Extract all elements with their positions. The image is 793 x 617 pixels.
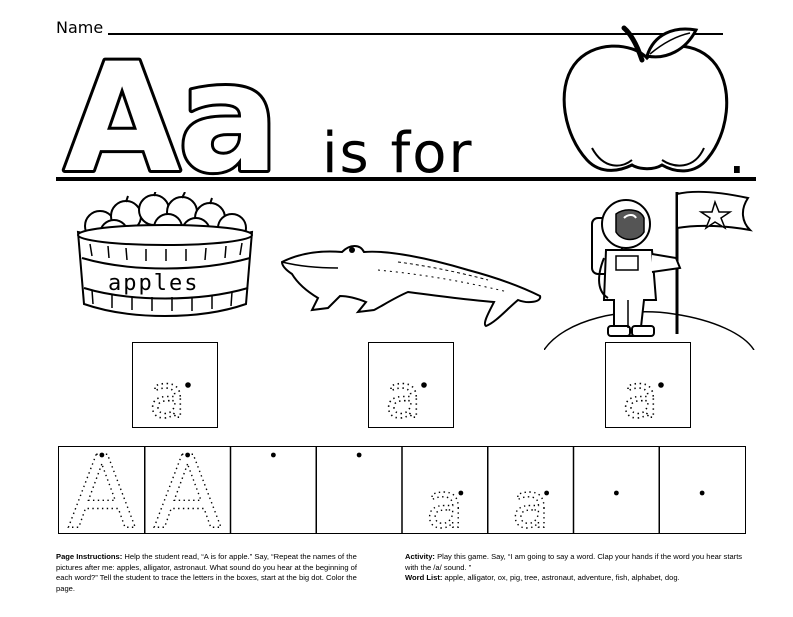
- start-dot: [271, 453, 276, 458]
- name-label: Name: [56, 18, 104, 37]
- word-list-heading: Word List:: [405, 573, 443, 583]
- start-dot: [700, 491, 705, 496]
- activity-instructions: [405, 552, 755, 584]
- start-dot: [658, 382, 664, 388]
- practice-cell[interactable]: [68, 447, 136, 533]
- practice-letter: a: [425, 469, 464, 533]
- page-instructions: [56, 552, 372, 594]
- astronaut-icon: [544, 188, 756, 350]
- word-list-text: apple, alligator, ox, pig, tree, astronaut, adventure, fish, alphabet, dog.: [442, 573, 680, 583]
- apple-basket-icon: [70, 192, 260, 322]
- apple-icon: [562, 20, 732, 180]
- trace-box-astronaut[interactable]: [605, 342, 691, 428]
- activity-text: Play this game. Say, “I am going to say a word. Clap your hands if the word you hear starts with the /a/ sound. ”: [405, 552, 743, 572]
- practice-letter: A: [67, 447, 137, 533]
- trace-letter-a: [606, 343, 690, 427]
- start-dot: [421, 382, 427, 388]
- page-instructions-heading: Page Instructions:: [56, 552, 123, 561]
- trace-letter: a: [385, 362, 422, 427]
- practice-cell[interactable]: [402, 447, 464, 533]
- trace-letter-a: [369, 343, 453, 427]
- practice-letter: A: [153, 447, 222, 533]
- page-instructions-text: Help the student read, “A is for apple.” Say, “Repeat the names of the pictures after me: apples, alligator, astronaut. What sound do you hear at the beginning of each word?” Tell the student to trace the letters in the boxes, start at the big dot. Color the page.: [56, 552, 357, 593]
- apples-label: apples: [108, 271, 200, 296]
- practice-letter: a: [511, 469, 550, 533]
- alligator-icon: [278, 240, 550, 334]
- practice-cell[interactable]: [574, 447, 619, 533]
- title-period: .: [728, 122, 746, 187]
- practice-cell[interactable]: [145, 447, 222, 533]
- activity-heading: Activity:: [405, 552, 435, 561]
- big-upper-letter: A: [64, 48, 181, 178]
- practice-cells: [59, 447, 745, 533]
- title-phrase: is for: [322, 121, 474, 186]
- trace-letter: a: [622, 362, 659, 427]
- big-letter-title: [60, 48, 280, 178]
- start-dot: [357, 453, 362, 458]
- practice-cell[interactable]: [659, 447, 704, 533]
- trace-letter: a: [149, 362, 186, 427]
- start-dot: [185, 382, 191, 388]
- trace-box-apples[interactable]: [132, 342, 218, 428]
- practice-row: [58, 446, 746, 534]
- practice-cell[interactable]: [231, 447, 276, 533]
- practice-cell[interactable]: [316, 447, 361, 533]
- trace-letter-a: [133, 343, 217, 427]
- trace-box-alligator[interactable]: [368, 342, 454, 428]
- start-dot: [614, 491, 619, 496]
- practice-cell[interactable]: [488, 447, 550, 533]
- title-rule: [56, 177, 756, 181]
- big-lower-letter: a: [178, 48, 280, 178]
